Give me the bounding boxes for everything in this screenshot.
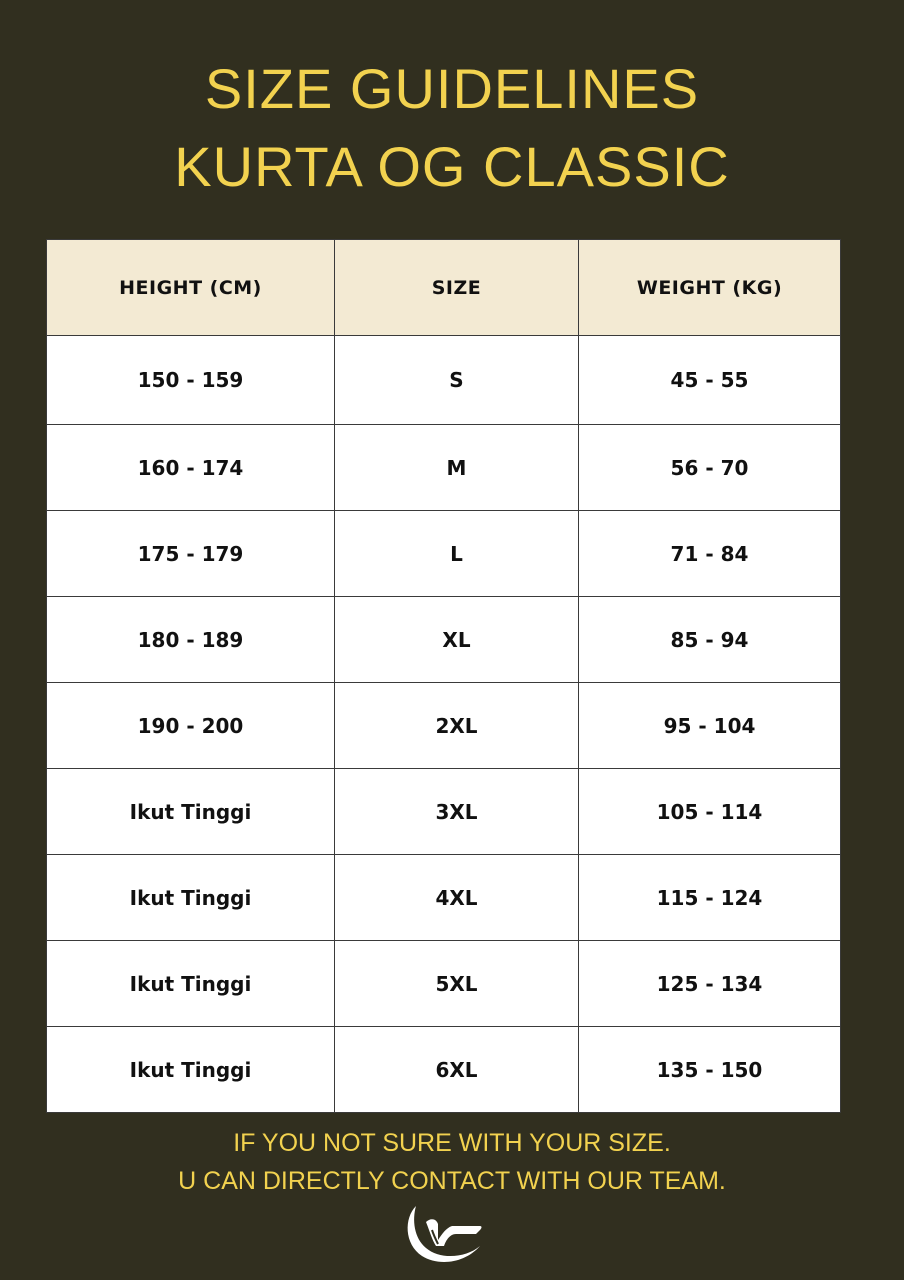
weight-cell: 45 - 55 (579, 336, 841, 425)
table-row (47, 855, 841, 941)
table-row (47, 597, 841, 683)
height-cell: Ikut Tinggi (47, 769, 335, 855)
size-cell: XL (335, 597, 579, 683)
size-cell: S (335, 336, 579, 425)
height-cell: 160 - 174 (47, 425, 335, 511)
weight-cell: 95 - 104 (579, 683, 841, 769)
table-row (47, 336, 841, 425)
column-header-size: SIZE (335, 240, 579, 336)
table-row (47, 683, 841, 769)
contact-note-line2: U CAN DIRECTLY CONTACT WITH OUR TEAM. (178, 1167, 726, 1195)
column-header-height: HEIGHT (CM) (47, 240, 335, 336)
size-cell: M (335, 425, 579, 511)
height-cell: Ikut Tinggi (47, 1027, 335, 1113)
weight-cell: 56 - 70 (579, 425, 841, 511)
size-chart-table (46, 239, 841, 1113)
size-cell: 4XL (335, 855, 579, 941)
size-cell: 2XL (335, 683, 579, 769)
page-title (0, 50, 904, 206)
height-cell: 150 - 159 (47, 336, 335, 425)
height-cell: Ikut Tinggi (47, 855, 335, 941)
size-cell: 5XL (335, 941, 579, 1027)
height-cell: 180 - 189 (47, 597, 335, 683)
size-cell: 6XL (335, 1027, 579, 1113)
height-cell: 175 - 179 (47, 511, 335, 597)
table-header-row (47, 240, 841, 336)
weight-cell: 135 - 150 (579, 1027, 841, 1113)
height-cell: Ikut Tinggi (47, 941, 335, 1027)
contact-note-line1: IF YOU NOT SURE WITH YOUR SIZE. (233, 1129, 671, 1157)
table-row (47, 1027, 841, 1113)
weight-cell: 105 - 114 (579, 769, 841, 855)
size-cell: 3XL (335, 769, 579, 855)
title-product-name: KURTA OG CLASSIC (174, 135, 730, 198)
height-cell: 190 - 200 (47, 683, 335, 769)
contact-note (0, 1124, 904, 1200)
table-row (47, 511, 841, 597)
column-header-weight: WEIGHT (KG) (579, 240, 841, 336)
weight-cell: 85 - 94 (579, 597, 841, 683)
weight-cell: 115 - 124 (579, 855, 841, 941)
title-size-guidelines: SIZE GUIDELINES (204, 57, 700, 120)
table-row (47, 769, 841, 855)
size-cell: L (335, 511, 579, 597)
weight-cell: 125 - 134 (579, 941, 841, 1027)
brand-logo-icon (402, 1200, 486, 1266)
weight-cell: 71 - 84 (579, 511, 841, 597)
table-row (47, 425, 841, 511)
table-row (47, 941, 841, 1027)
